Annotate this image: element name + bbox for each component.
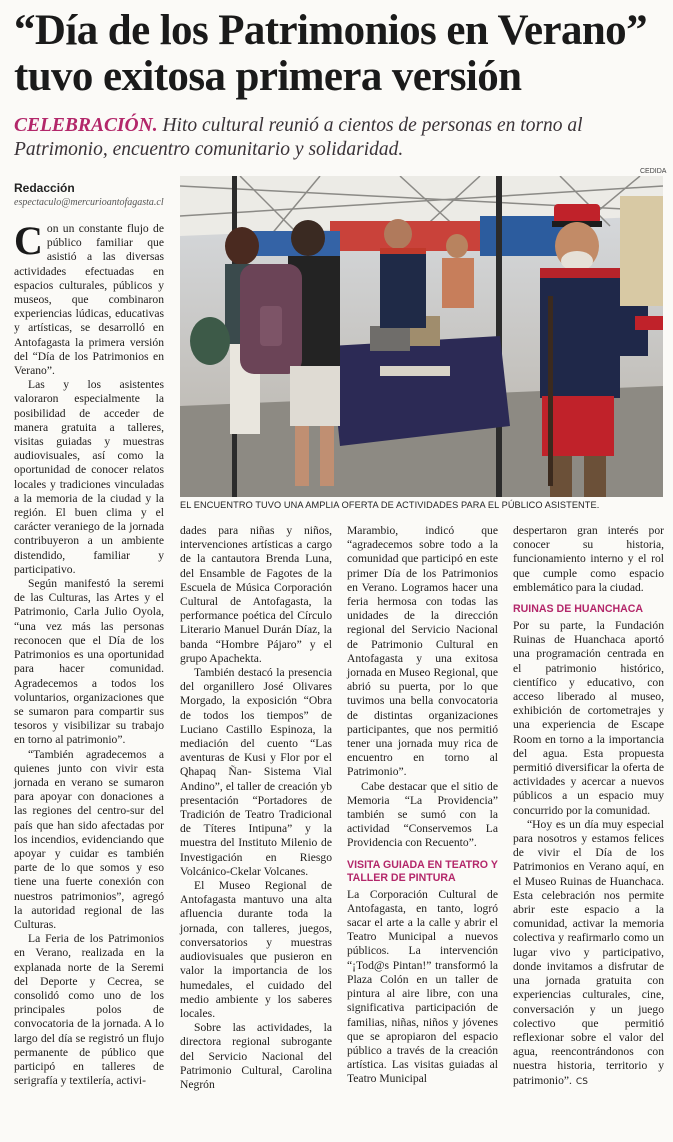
byline xyxy=(14,181,174,208)
deck-text: Hito cultural reunió a cientos de personas en torno al Patrimonio, encuentro comunitario y solidaridad. xyxy=(14,115,583,160)
lead-paragraph xyxy=(14,218,164,378)
article-column-2 xyxy=(180,524,332,1092)
lead-text: on un constante flujo de público familiar que asistió a las diversas actividades efectuadas en espacios culturales, públicos y museos, que combinaron experiencias lúdicas, educativas y artísticas, se desarrolló en Antofagasta la primera versión del “Día de los Patrimonios en Verano”. xyxy=(14,222,164,378)
closing-quote: “Hoy es un día muy especial para nosotros y estamos felices de vivir el Día de los Patrimonios en Verano aquí, en el Museo Ruinas de Huanchaca. Esta celebración nos permite abrir este espacio a la comunidad, activar la memoria colectiva y reafirmarlo como un lugar vivo y participativo, donde invitamos a disfrutar de una jornada gratuita con experiencias culturales, cine, conversación y un juego colectivo que permitió reflexionar sobre el valor del agua, reencontrándonos con nuestra historia, territorio y patrimonio”. xyxy=(513,817,664,1087)
body-paragraph: dades para niñas y niños, intervenciones artísticas a cargo de la cantautora Brenda Luna, del Ensamble de Fagotes de la Escuela de Música Corporación Cultural de Antofagasta, la performance poética del Círculo Literario Manuel Durán Díaz, la banda “Hombre Pájaro” y el grupo Apachekta. xyxy=(180,524,332,665)
body-paragraph: Por su parte, la Fundación Ruinas de Huanchaca aportó una programación centrada en el patrimonio histórico, científico y educativo, con acceso liberado al museo, exhibición de cortometrajes y una experiencia de Escape Room en torno a la importancia del agua. Esta propuesta permitió diversificar la oferta de actividades y acercar a nuevos públicos a un espacio muy concurrido por la comunidad. xyxy=(513,619,664,817)
body-paragraph: La Corporación Cultural de Antofagasta, en tanto, logró sacar el arte a la calle y abrir el Teatro Municipal a nuevos públicos. La intervención “¡Tod@s Pintan!” transformó la Plaza Colón en un taller de pintura al aire libre, con una significativa participación de familias, niñas, niños y jóvenes que se apropiaron del espacio público a través de la creación artística. Las visitas guiadas al Teatro Municipal xyxy=(347,887,498,1086)
body-paragraph: También destacó la presencia del organillero José Olivares Morgado, la exposición “Obra de todos los tiempos” de Luciano Castillo Espinoza, la mediación del cuento “Las aventuras de Kusi y Flor por el Qhapaq Ñan- Sistema Vial Andino”, el taller de creación yb presentación “Portadores de Tradición de Teatro Tradicional de Títeres Intipuna” y la muestra del Instituto Milenio de Investigación en Riesgo Volcánico-Ckelar Volcanes. xyxy=(180,666,332,878)
body-paragraph: Cabe destacar que el sitio de Memoria “La Providencia” también se sumó con la actividad “Conservemos La Providencia con Recuento”. xyxy=(347,779,498,850)
event-photo xyxy=(180,176,663,497)
deck-kicker: CELEBRACIÓN. xyxy=(14,115,158,136)
byline-author: Redacción xyxy=(14,181,75,195)
article-column-3 xyxy=(347,524,498,1087)
event-photo-illustration xyxy=(180,176,663,497)
body-paragraph: “También agradecemos a quienes junto con vivir esta jornada en verano se sumaron para apoyar con donaciones a las regiones del centro-sur del país que han sido afectadas por los incendios, evidenciando que apoyar y cuidar es también parte de lo que somos y eso tiene una fuerte conexión con nuestros patrimonios”, agregó la autoridad regional de las Culturas. xyxy=(14,747,164,931)
body-paragraph: despertaron gran interés por conocer su historia, funcionamiento interno y el rol que cumple como espacio emblemático para la ciudad. xyxy=(513,524,664,594)
body-paragraph: Según manifestó la seremi de las Culturas, las Artes y el Patrimonio, Carla Julio Oyola, “una vez más las personas reconocen que el Día de los Patrimonios es una oportunidad para hacer comunidad. Agradecemos a todos los voluntarios, organizaciones que se sumaron para compartir sus tesoros y visibilizar su trabajo en torno al patrimonio”. xyxy=(14,577,164,747)
body-paragraph: Marambio, indicó que “agradecemos sobre todo a la comunidad que participó en este primer Día de los Patrimonios en Verano. Logramos hacer una feria hermosa con todas las unidades de la dirección regional del Servicio Nacional de Patrimonio Cultural en Antofagasta y una exitosa jornada en Museo Regional, que abrió su puerta, por lo que tuvimos una bella convocatoria de distintas organizaciones participantes, que nos permitió tener una jornada muy rica de encuentro en torno al Patrimonio”. xyxy=(347,524,498,779)
subheading-ruinas-de-huanchaca: RUINAS DE HUANCHACA xyxy=(513,603,644,616)
photo-caption: EL ENCUENTRO TUVO UNA AMPLIA OFERTA DE ACTIVIDADES PARA EL PÚBLICO ASISTENTE. xyxy=(180,500,600,510)
byline-email: espectaculo@mercurioantofagasta.cl xyxy=(14,197,164,208)
article-column-4 xyxy=(513,524,664,1089)
body-paragraph: La Feria de los Patrimonios en Verano, realizada en la explanada norte de la Seremi del Deporte y Cecrea, se consolidó como uno de los principales polos de convocatoria de la jornada. A lo largo del día se registró un flujo permanente de público que participó en talleres de serigrafía y textilería, activi- xyxy=(14,932,164,1088)
body-paragraph: Sobre las actividades, la directora regional subrogante del Servicio Nacional del Patrimonio Cultural, Carolina Negrón xyxy=(180,1021,332,1091)
headline: “Día de los Patrimonios en Verano” tuvo exitosa primera versión xyxy=(14,7,647,100)
body-paragraph xyxy=(513,818,664,1089)
deck xyxy=(14,114,664,162)
body-paragraph: Las y los asistentes valoraron especialmente la posibilidad de acceder de manera gratuita a talleres, visitas guiadas y muestras audiovisuales, así como la oportunidad de conocer relatos locales y tradiciones vinculadas a la memoria de la ciudad y la región. El buen clima y el carácter veraniego de la jornada contribuyeron a un ambiente distendido, familiar y participativo. xyxy=(14,378,164,576)
subheading-visita-guiada: VISITA GUIADA EN TEATRO Y TALLER DE PINTURA xyxy=(347,858,498,884)
photo-credit: CEDIDA xyxy=(640,168,667,175)
end-mark: CS xyxy=(575,1076,588,1087)
article-column-1 xyxy=(14,218,164,1088)
dropcap: C xyxy=(14,218,43,263)
body-paragraph: El Museo Regional de Antofagasta mantuvo una alta afluencia durante toda la jornada, con talleres, juegos, conversatorios y muestras audiovisuales que pusieron en valor la importancia de los humedales, el cuidado del medio ambiente y los saberes locales. xyxy=(180,879,332,1020)
